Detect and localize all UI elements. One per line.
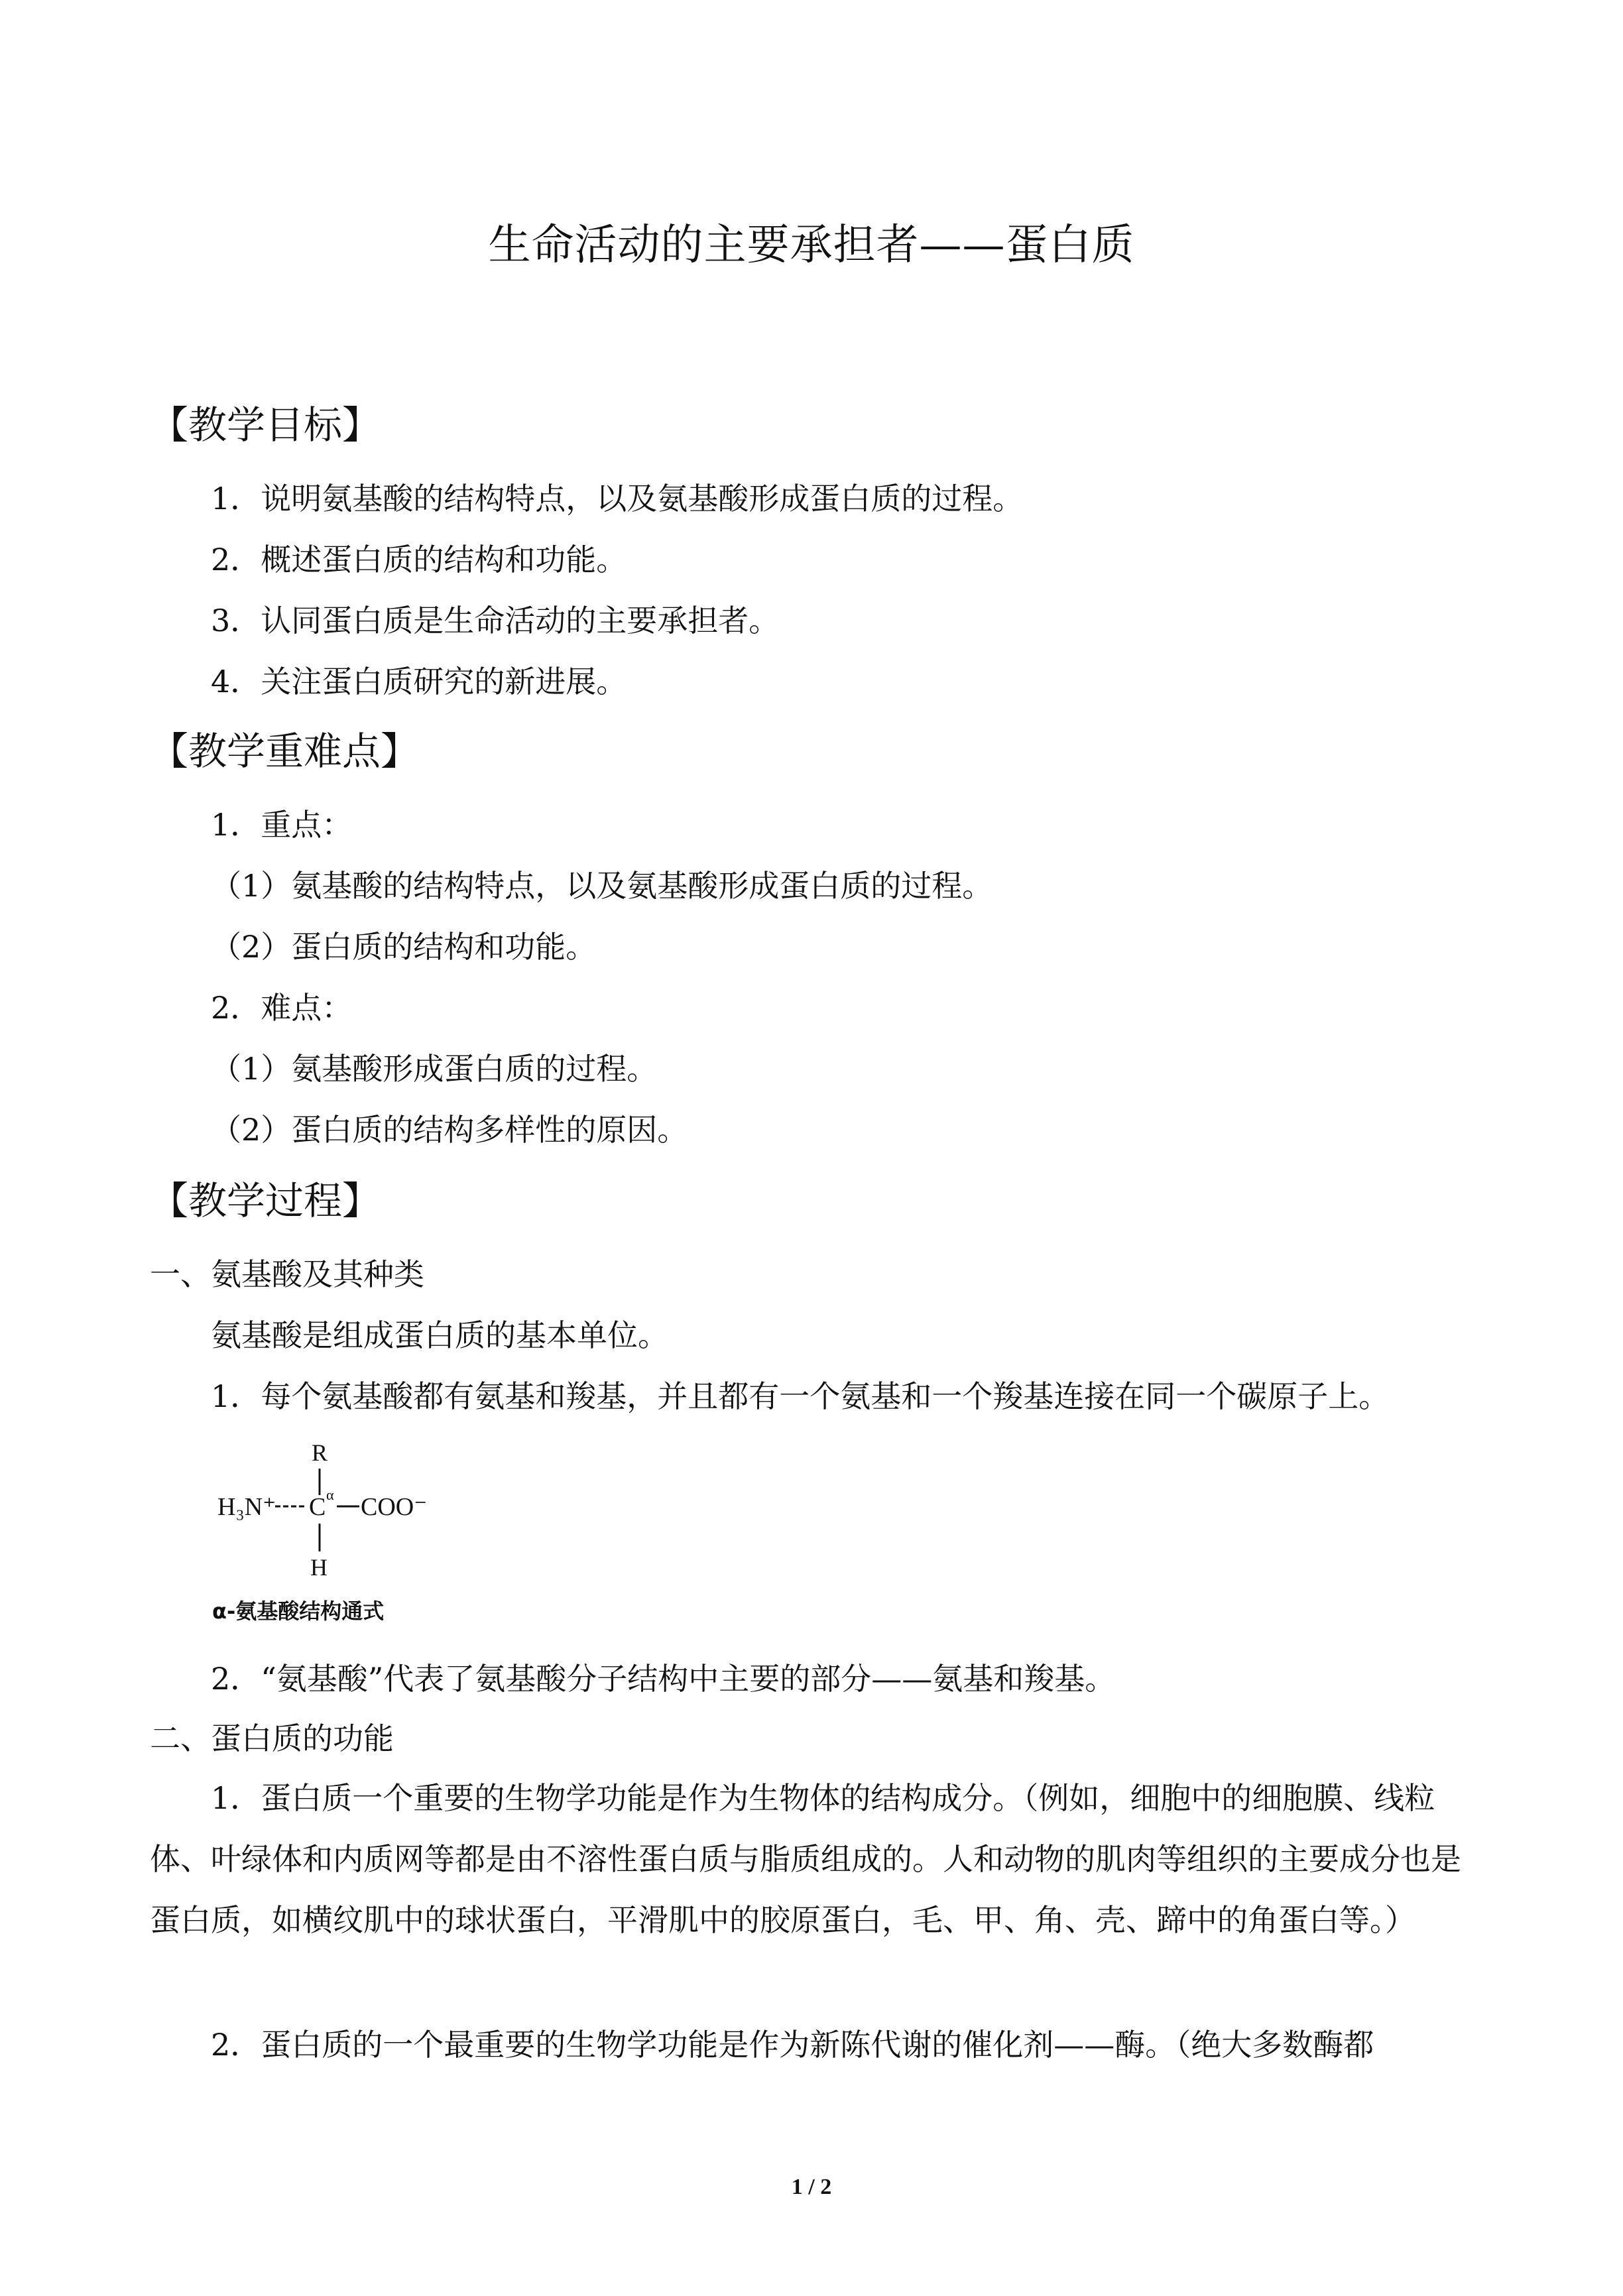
figure-caption: α-氨基酸结构通式 xyxy=(212,1599,385,1624)
focus-item: （1）氨基酸的结构特点，以及氨基酸形成蛋白质的过程。 xyxy=(211,868,993,904)
key-points-heading: 【教学重难点】 xyxy=(150,729,420,774)
page-number: 1 / 2 xyxy=(791,2175,832,2199)
process-heading: 【教学过程】 xyxy=(150,1178,381,1223)
objectives-heading: 【教学目标】 xyxy=(150,402,381,448)
r-group-label: R xyxy=(312,1439,328,1466)
page-title: 生命活动的主要承担者——蛋白质 xyxy=(488,221,1135,270)
part2-title: 二、蛋白质的功能 xyxy=(150,1721,394,1756)
difficulty-item: （2）蛋白质的结构多样性的原因。 xyxy=(211,1112,688,1148)
part1-intro: 氨基酸是组成蛋白质的基本单位。 xyxy=(211,1317,668,1353)
part2-paragraph1: 1．蛋白质一个重要的生物学功能是作为生物体的结构成分。（例如，细胞中的细胞膜、线粒体、叶绿体和内质网等都是由不溶性蛋白质与脂质组成的。人和动物的肌肉等组织的主要成分也是蛋白质，如横纹肌中的球状蛋白，平滑肌中的胶原蛋白，毛、甲、角、壳、蹄中的角蛋白等。） xyxy=(150,1780,1461,1938)
alpha-carbon-label: C xyxy=(309,1493,326,1521)
objective-item: 3．认同蛋白质是生命活动的主要承担者。 xyxy=(211,603,780,638)
part1-item2: 2．“氨基酸”代表了氨基酸分子结构中主要的部分——氨基和羧基。 xyxy=(211,1661,1116,1697)
focus-item: （2）蛋白质的结构和功能。 xyxy=(211,929,597,965)
hydrogen-label: H xyxy=(310,1554,328,1581)
objective-item: 2．概述蛋白质的结构和功能。 xyxy=(211,542,627,577)
alpha-superscript: α xyxy=(326,1486,334,1503)
part1-title: 一、氨基酸及其种类 xyxy=(150,1256,424,1292)
amino-group-label: H₃N⁺ xyxy=(217,1493,276,1521)
objective-item: 4．关注蛋白质研究的新进展。 xyxy=(211,664,627,699)
part2-paragraph2: 2．蛋白质的一个最重要的生物学功能是作为新陈代谢的催化剂——酶。（绝大多数酶都 xyxy=(211,2027,1374,2063)
difficulty-label: 2．难点： xyxy=(211,990,353,1026)
carboxyl-group-label: COO⁻ xyxy=(361,1493,428,1521)
focus-label: 1．重点： xyxy=(211,807,353,843)
objective-item: 1．说明氨基酸的结构特点，以及氨基酸形成蛋白质的过程。 xyxy=(211,481,1024,516)
difficulty-item: （1）氨基酸形成蛋白质的过程。 xyxy=(211,1051,658,1087)
part1-item1: 1．每个氨基酸都有氨基和羧基，并且都有一个氨基和一个羧基连接在同一个碳原子上。 xyxy=(211,1378,1390,1414)
